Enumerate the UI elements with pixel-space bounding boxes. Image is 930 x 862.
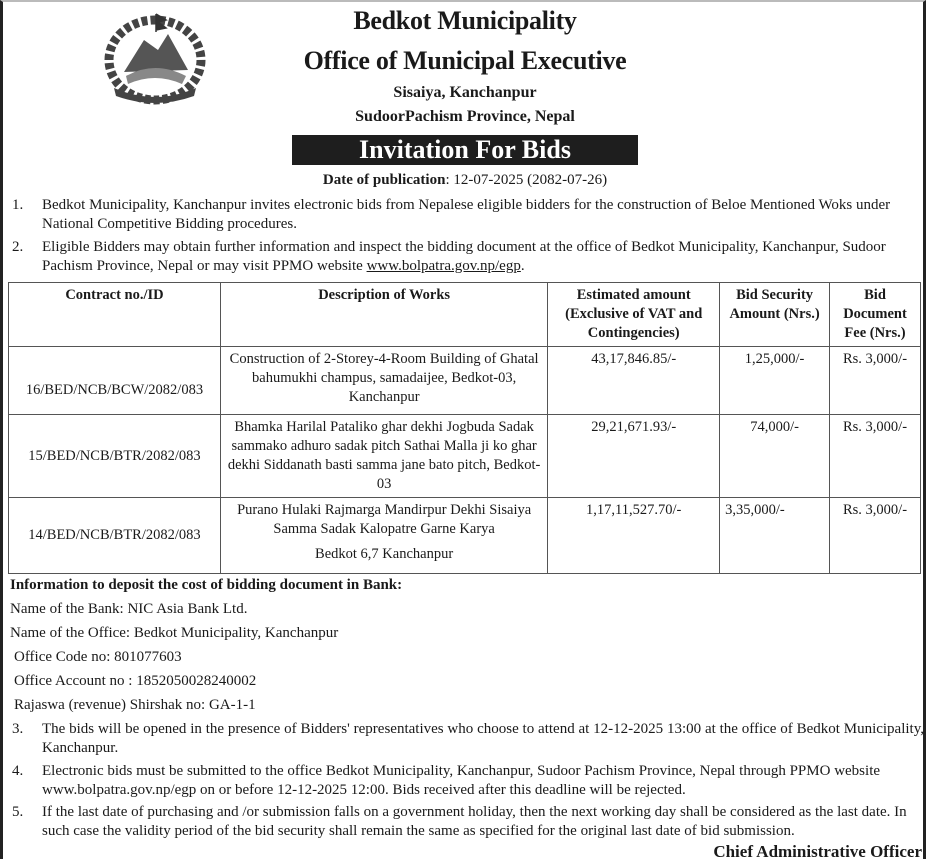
note-text: If the last date of purchasing and /or submission falls on a government holiday, then the next working day shall be considered as the last date. In such case the validity period of the bid security shall remain the same as specified for the original last date of bid submission.: [42, 804, 907, 839]
bid-security: 3,35,000/-: [720, 498, 830, 574]
estimated-amount: 1,17,11,527.70/-: [548, 498, 720, 574]
note-3: [12, 720, 924, 758]
paragraph-text: [42, 238, 924, 276]
work-description: Bhamka Harilal Pataliko ghar dekhi Jogbuda Sadak sammako adhuro sadak pitch Sathai Malla ji ko ghar dekhi Siddanath basti samma jane bato pitch, Bedkot-03: [220, 415, 547, 498]
table-row: [9, 415, 921, 498]
signoff: Chief Administrative Officer: [713, 842, 922, 861]
note-text: Electronic bids must be submitted to the office Bedkot Municipality, Kanchanpur, Sudoor Pachism Province, Nepal through PPMO website www.bolpatra.gov.np/egp on or before 12-12-2025 12:00. Bids received after this deadline will be rejected.: [42, 763, 881, 798]
table-header-row: [9, 283, 921, 347]
publication-label: Date of publication: [322, 172, 446, 188]
note-number: 3.: [12, 721, 24, 737]
col-description: Description of Works: [220, 283, 547, 347]
note-text: The bids will be opened in the presence of Bidders' representatives who choose to attend at 12-12-2025 13:00 at the office of Bedkot Municipality, Kanchanpur.: [42, 721, 924, 756]
publication-value: : 12-07-2025 (2082-07-26): [445, 172, 608, 188]
paragraph-2: [12, 238, 924, 276]
paragraph-1: [12, 196, 924, 234]
work-description-location: Bedkot 6,7 Kanchanpur: [315, 546, 454, 562]
contract-id: 16/BED/NCB/BCW/2082/083: [9, 347, 221, 415]
document-fee: Rs. 3,000/-: [830, 415, 921, 498]
estimated-amount: 29,21,671.93/-: [548, 415, 720, 498]
note-4: [12, 762, 924, 800]
contract-id: 14/BED/NCB/BTR/2082/083: [9, 498, 221, 574]
table-row: [9, 347, 921, 415]
office-title: Office of Municipal Executive: [303, 46, 627, 75]
col-bid-security: Bid Security Amount (Nrs.): [720, 283, 830, 347]
bid-security: 74,000/-: [720, 415, 830, 498]
contract-id: 15/BED/NCB/BTR/2082/083: [9, 415, 221, 498]
bid-security: 1,25,000/-: [720, 347, 830, 415]
invitation-banner: Invitation For Bids: [292, 135, 638, 165]
col-document-fee: Bid Document Fee (Nrs.): [830, 283, 921, 347]
organization-title: Bedkot Municipality: [353, 6, 577, 35]
document-fee: Rs. 3,000/-: [830, 498, 921, 574]
note-number: 4.: [12, 763, 24, 779]
table-row: [9, 498, 921, 574]
bids-table: [8, 282, 921, 574]
office-code: Office Code no: 801077603: [14, 649, 182, 665]
note-5: [12, 803, 924, 841]
revenue-code: Rajaswa (revenue) Shirshak no: GA-1-1: [14, 697, 256, 713]
bank-info-title: Information to deposit the cost of bidding document in Bank:: [10, 577, 403, 593]
note-number: 5.: [12, 804, 24, 820]
estimated-amount: 43,17,846.85/-: [548, 347, 720, 415]
office-account: Office Account no : 1852050028240002: [14, 673, 257, 689]
office-name: Name of the Office: Bedkot Municipality, Kanchanpur: [10, 625, 339, 641]
publication-date: [0, 172, 930, 189]
paragraph-text: Bedkot Municipality, Kanchanpur invites electronic bids from Nepalese eligible bidders for the construction of Beloe Mentioned Woks under National Competitive Bidding procedures.: [42, 197, 891, 232]
work-description-main: Purano Hulaki Rajmarga Mandirpur Dekhi Sisaiya Samma Sadak Kalopatre Garne Karya: [237, 502, 532, 537]
paragraph-number: 2.: [12, 239, 24, 255]
paragraph-number: 1.: [12, 197, 24, 213]
ppmo-link[interactable]: www.bolpatra.gov.np/egp: [366, 258, 521, 274]
work-description: [220, 498, 547, 574]
paragraph-suffix: .: [520, 258, 525, 274]
work-description: Construction of 2-Storey-4-Room Building of Ghatal bahumukhi champus, samadaijee, Bedkot-03, Kanchanpur: [220, 347, 547, 415]
col-contract-id: Contract no./ID: [9, 283, 221, 347]
col-estimated-amount: Estimated amount (Exclusive of VAT and Contingencies): [548, 283, 720, 347]
address-line-2: SudoorPachism Province, Nepal: [355, 108, 575, 125]
bank-name: Name of the Bank: NIC Asia Bank Ltd.: [10, 601, 248, 617]
paragraph-body: Eligible Bidders may obtain further information and inspect the bidding document at the office of Bedkot Municipality, Kanchanpur, Sudoor Pachism Province, Nepal or may visit PPMO website: [42, 239, 886, 274]
document-fee: Rs. 3,000/-: [830, 347, 921, 415]
address-line-1: Sisaiya, Kanchanpur: [393, 84, 537, 101]
